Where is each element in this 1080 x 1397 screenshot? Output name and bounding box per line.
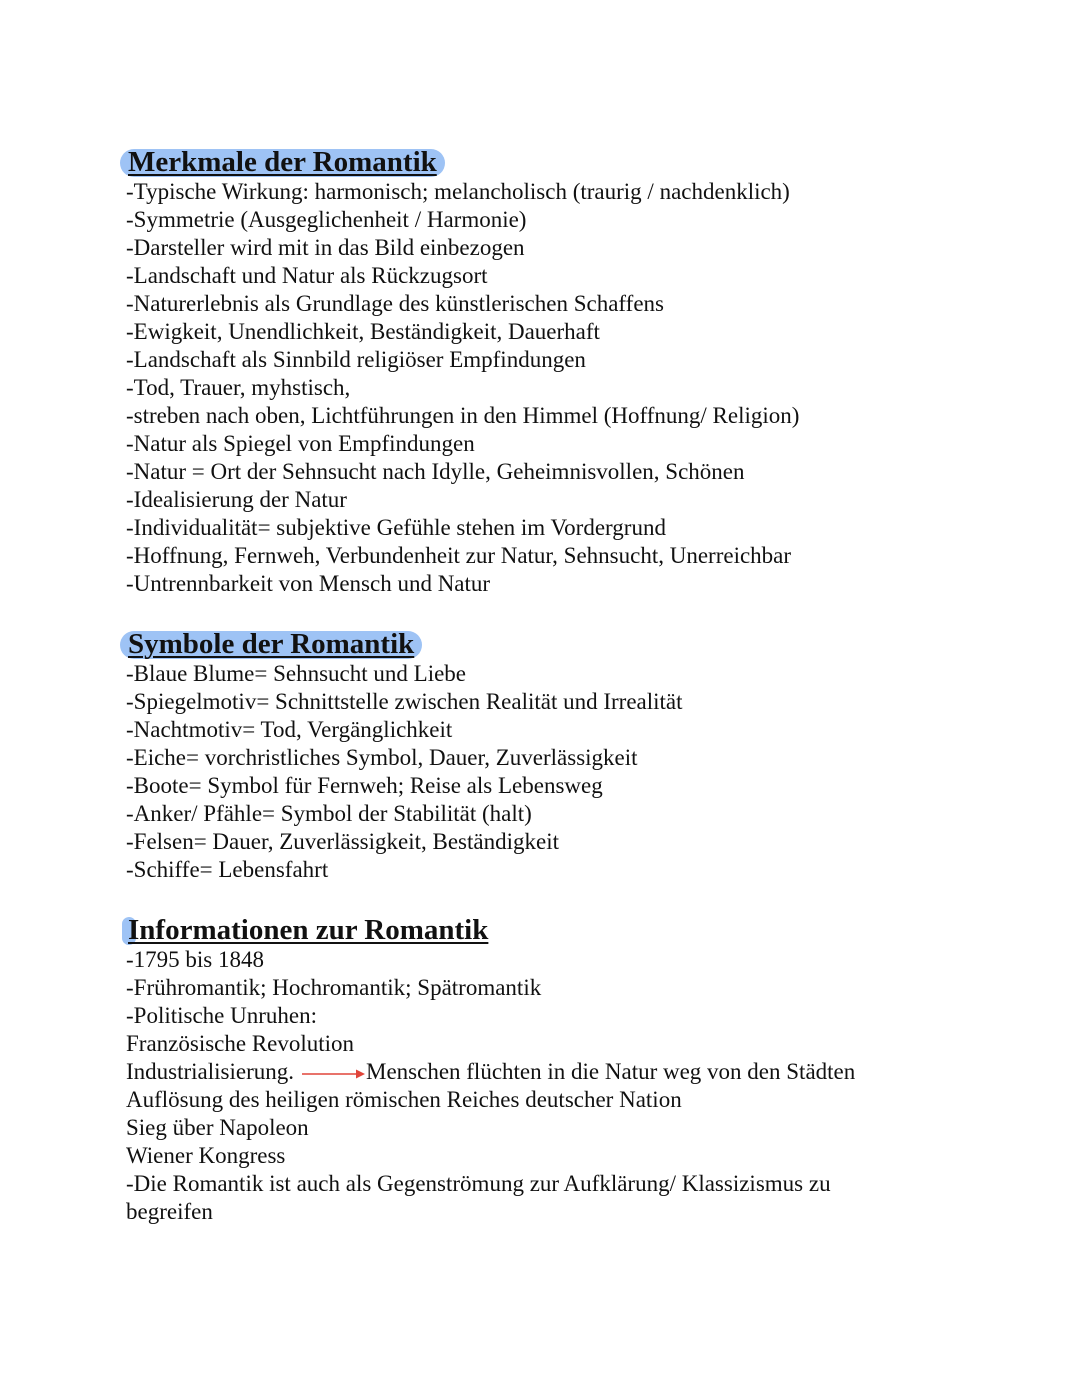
- heading-symbole-wrap: [126, 628, 414, 660]
- section-heading-informationen: Informationen zur Romantik: [128, 914, 489, 946]
- list-item: -Naturerlebnis als Grundlage des künstlerischen Schaffens: [126, 291, 664, 316]
- list-item: -Natur = Ort der Sehnsucht nach Idylle, Geheimnisvollen, Schönen: [126, 459, 745, 484]
- list-item: -Blaue Blume= Sehnsucht und Liebe: [126, 661, 467, 686]
- arrow-line: [126, 1058, 1026, 1086]
- list-item: -streben nach oben, Lichtführungen in den Himmel (Hoffnung/ Religion): [126, 403, 800, 428]
- list-item: -Darsteller wird mit in das Bild einbezogen: [126, 235, 525, 260]
- final-line: -Die Romantik ist auch als Gegenströmung zur Aufklärung/ Klassizismus zu begreifen: [126, 1171, 831, 1224]
- arrow-line-left: Industrialisierung.: [126, 1059, 294, 1084]
- heading-informationen-wrap: [126, 914, 488, 946]
- list-item: -Untrennbarkeit von Mensch und Natur: [126, 571, 491, 596]
- section-merkmale: [126, 146, 1026, 598]
- list-item: Auflösung des heiligen römischen Reiches deutscher Nation: [126, 1087, 682, 1112]
- list-item: -Landschaft und Natur als Rückzugsort: [126, 263, 488, 288]
- section-informationen: [126, 914, 1026, 1226]
- arrow-right-icon: [300, 1067, 366, 1081]
- section-heading-symbole: Symbole der Romantik: [128, 628, 415, 660]
- list-item: -Nachtmotiv= Tod, Vergänglichkeit: [126, 717, 453, 742]
- list-item: Französische Revolution: [126, 1031, 355, 1056]
- section-heading-merkmale: Merkmale der Romantik: [128, 146, 437, 178]
- list-item: -Schiffe= Lebensfahrt: [126, 857, 329, 882]
- list-item: -Ewigkeit, Unendlichkeit, Beständigkeit, Dauerhaft: [126, 319, 600, 344]
- list-item: -Hoffnung, Fernweh, Verbundenheit zur Natur, Sehnsucht, Unerreichbar: [126, 543, 792, 568]
- list-item: Sieg über Napoleon: [126, 1115, 309, 1140]
- list-item: -Anker/ Pfähle= Symbol der Stabilität (halt): [126, 801, 532, 826]
- list-item: -1795 bis 1848: [126, 947, 264, 972]
- merkmale-list: [126, 178, 1026, 598]
- arrow-line-right: Menschen flüchten in die Natur weg von den Städten: [366, 1059, 856, 1084]
- list-item: -Idealisierung der Natur: [126, 487, 347, 512]
- list-item: -Spiegelmotiv= Schnittstelle zwischen Realität und Irrealität: [126, 689, 683, 714]
- list-item: -Symmetrie (Ausgeglichenheit / Harmonie): [126, 207, 527, 232]
- informationen-list: [126, 946, 1026, 1058]
- list-item: -Typische Wirkung: harmonisch; melancholisch (traurig / nachdenklich): [126, 179, 790, 204]
- list-item: -Felsen= Dauer, Zuverlässigkeit, Beständigkeit: [126, 829, 559, 854]
- list-item: Wiener Kongress: [126, 1143, 286, 1168]
- list-item: -Landschaft als Sinnbild religiöser Empfindungen: [126, 347, 586, 372]
- list-item: -Eiche= vorchristliches Symbol, Dauer, Zuverlässigkeit: [126, 745, 638, 770]
- list-item: -Natur als Spiegel von Empfindungen: [126, 431, 475, 456]
- informationen-list-after: [126, 1086, 1026, 1170]
- symbole-list: [126, 660, 1026, 884]
- section-symbole: [126, 628, 1026, 884]
- list-item: -Politische Unruhen:: [126, 1003, 317, 1028]
- list-item: -Tod, Trauer, myhstisch,: [126, 375, 351, 400]
- heading-merkmale-wrap: [126, 146, 437, 178]
- list-item: -Boote= Symbol für Fernweh; Reise als Lebensweg: [126, 773, 603, 798]
- list-item: -Individualität= subjektive Gefühle stehen im Vordergrund: [126, 515, 666, 540]
- list-item: -Frühromantik; Hochromantik; Spätromantik: [126, 975, 542, 1000]
